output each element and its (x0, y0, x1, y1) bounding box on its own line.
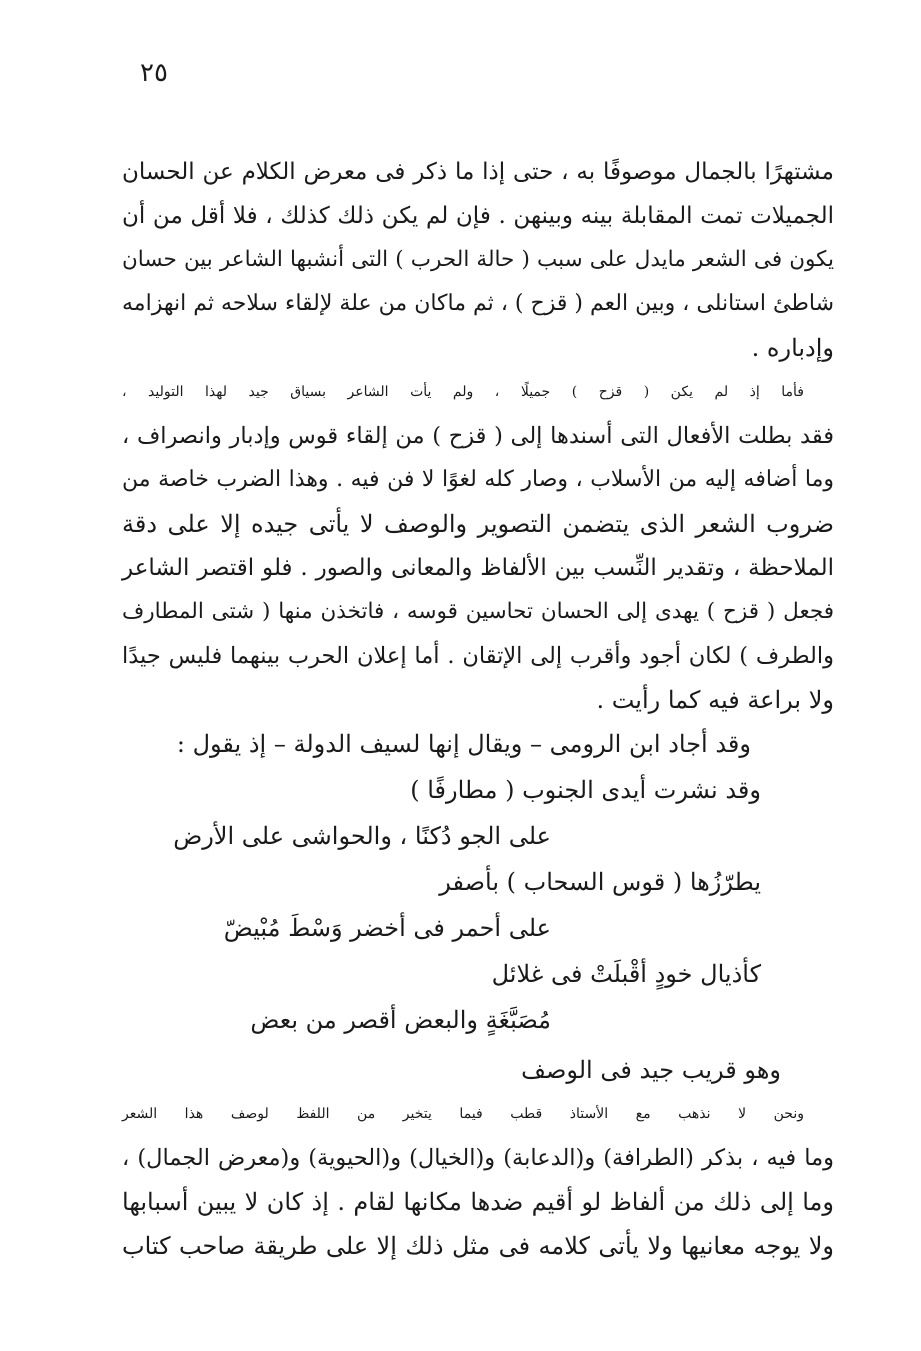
text-line: فجعل ( قزح ) يهدى إلى الحسان تحاسين قوسه ، فاتخذن منها ( شتى المطارف (122, 599, 834, 624)
text-line: ولا براعة فيه كما رأيت . (596, 686, 834, 714)
text-line: مشتهرًا بالجمال موصوفًا به ، حتى إذا ما ذكر فى معرض الكلام عن الحسان (122, 159, 834, 185)
text-line: ولا يوجه معانيها ولا يأتى كلامه فى مثل ذلك إلا على طريقة صاحب كتاب (122, 1232, 834, 1260)
text-line: الملاحظة ، وتقدير النِّسب بين الألفاظ والمعانى والصور . فلو اقتصر الشاعر (122, 555, 834, 581)
text-line: فقد بطلت الأفعال التى أسندها إلى ( قزح ) من إلقاء قوس وإدبار وانصراف ، (122, 423, 834, 449)
verdict-line: وهو قريب جيد فى الوصف (521, 1056, 781, 1084)
paragraph-3 (122, 1092, 834, 1268)
verse-line: كأذيال خودٍ أقْبلَتْ فى غلائل (491, 960, 761, 988)
verse-line: على الجو دُكنًا ، والحواشى على الأرض (173, 822, 551, 850)
text-line: وما إلى ذلك من ألفاظ لو أقيم ضدها مكانها لقام . إذ كان لا يبين أسبابها (122, 1188, 834, 1216)
text-line: وما أضافه إليه من الأسلاب ، وصار كله لغوًا لا فن فيه . وهذا الضرب خاصة من (122, 467, 834, 492)
text-line: شاطئ استانلى ، وبين العم ( قزح ) ، ثم ماكان من علة لإلقاء سلاحه ثم انهزامه (122, 291, 834, 316)
text-line: وما فيه ، بذكر (الطرافة) و(الدعابة) و(الخيال) و(الحيوية) و(معرض الجمال) ، (122, 1145, 834, 1171)
verse-line: وقد نشرت أيدى الجنوب ( مطارفًا ) (410, 776, 761, 804)
verse-line: على أحمر فى أخضر وَسْطَ مُبْيضّ (223, 914, 551, 942)
verse-line: مُصَبَّغَةٍ والبعض أقصر من بعض (250, 1006, 551, 1034)
text-line: ضروب الشعر الذى يتضمن التصوير والوصف لا يأتى جيده إلا على دقة (122, 510, 834, 538)
verse-line: يطرّزُها ( قوس السحاب ) بأصفر (439, 868, 761, 896)
text-line: وإدباره . (751, 334, 834, 362)
text-line: يكون فى الشعر مايدل على سبب ( حالة الحرب ) التى أنشبها الشاعر بين حسان (122, 247, 834, 272)
text-line: والطرف ) لكان أجود وأقرب إلى الإتقان . أما إعلان الحرب بينهما فليس جيدًا (122, 643, 834, 669)
text-line: الجميلات تمت المقابلة بينه وبينهن . فإن لم يكن ذلك كذلك ، فلا أقل من أن (122, 203, 834, 229)
text-line: ونحن لا نذهب مع الأستاذ قطب فيما يتخير من اللفظ لوصف هذا الشعر (122, 1106, 804, 1122)
page-number: ٢٥ (140, 58, 168, 88)
text-line: فأما إذ لم يكن ( قزح ) جميلًا ، ولم يأت الشاعر بسياق جيد لهذا التوليد ، (122, 384, 804, 400)
poem-intro-line: وقد أجاد ابن الرومى – ويقال إنها لسيف الدولة – إذ يقول : (176, 730, 751, 758)
